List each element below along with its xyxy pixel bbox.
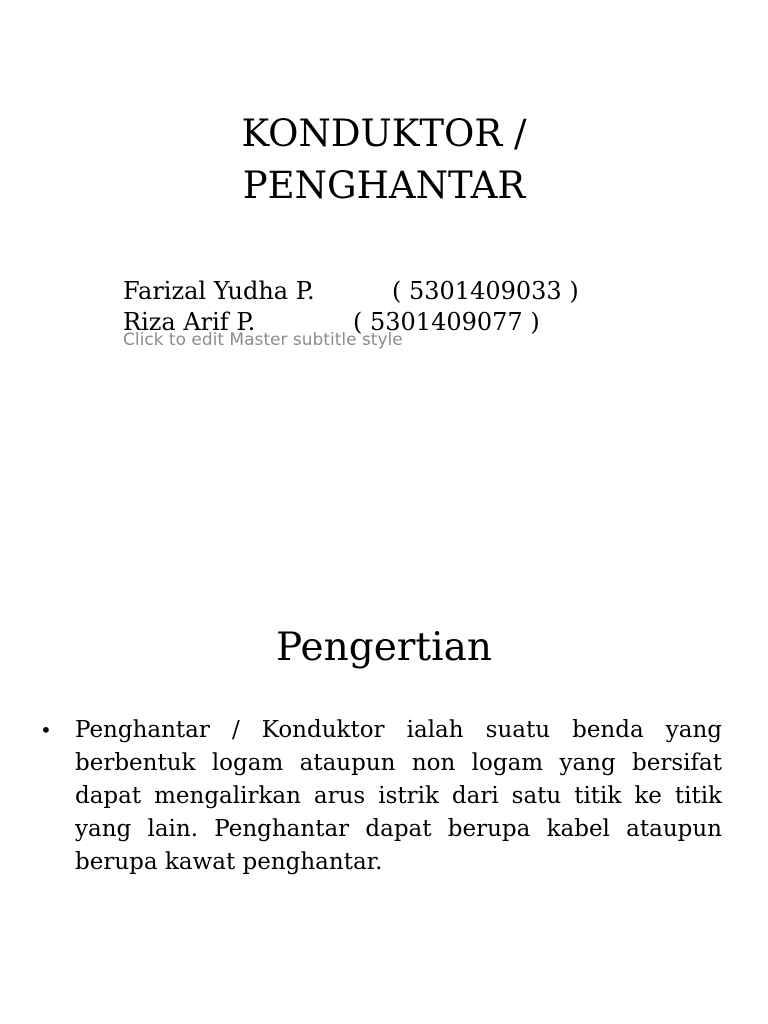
member-name: Farizal Yudha P.	[123, 277, 315, 305]
slide-title-heading	[0, 108, 768, 212]
member-name: Riza Arif P.	[123, 308, 256, 336]
member-nim: ( 5301409077 )	[353, 308, 540, 336]
title-line-2: PENGHANTAR	[242, 164, 526, 207]
subtitle-placeholder[interactable]: Click to edit Master subtitle style	[123, 330, 403, 350]
title-line-1: KONDUKTOR /	[241, 112, 527, 155]
slide-heading: Pengertian	[276, 625, 492, 670]
bullet-icon: •	[40, 718, 52, 742]
bullet-text: Penghantar / Konduktor ialah suatu benda yang berbentuk logam ataupun non logam yang bersifat dapat mengalirkan arus istrik dari satu titik ke titik yang lain. Penghantar dapat berupa kabel ataupun berupa kawat penghantar.	[75, 717, 722, 875]
slide-pengertian	[0, 512, 768, 1024]
bullet-item	[40, 714, 722, 879]
member-nim: ( 5301409033 )	[392, 277, 579, 305]
